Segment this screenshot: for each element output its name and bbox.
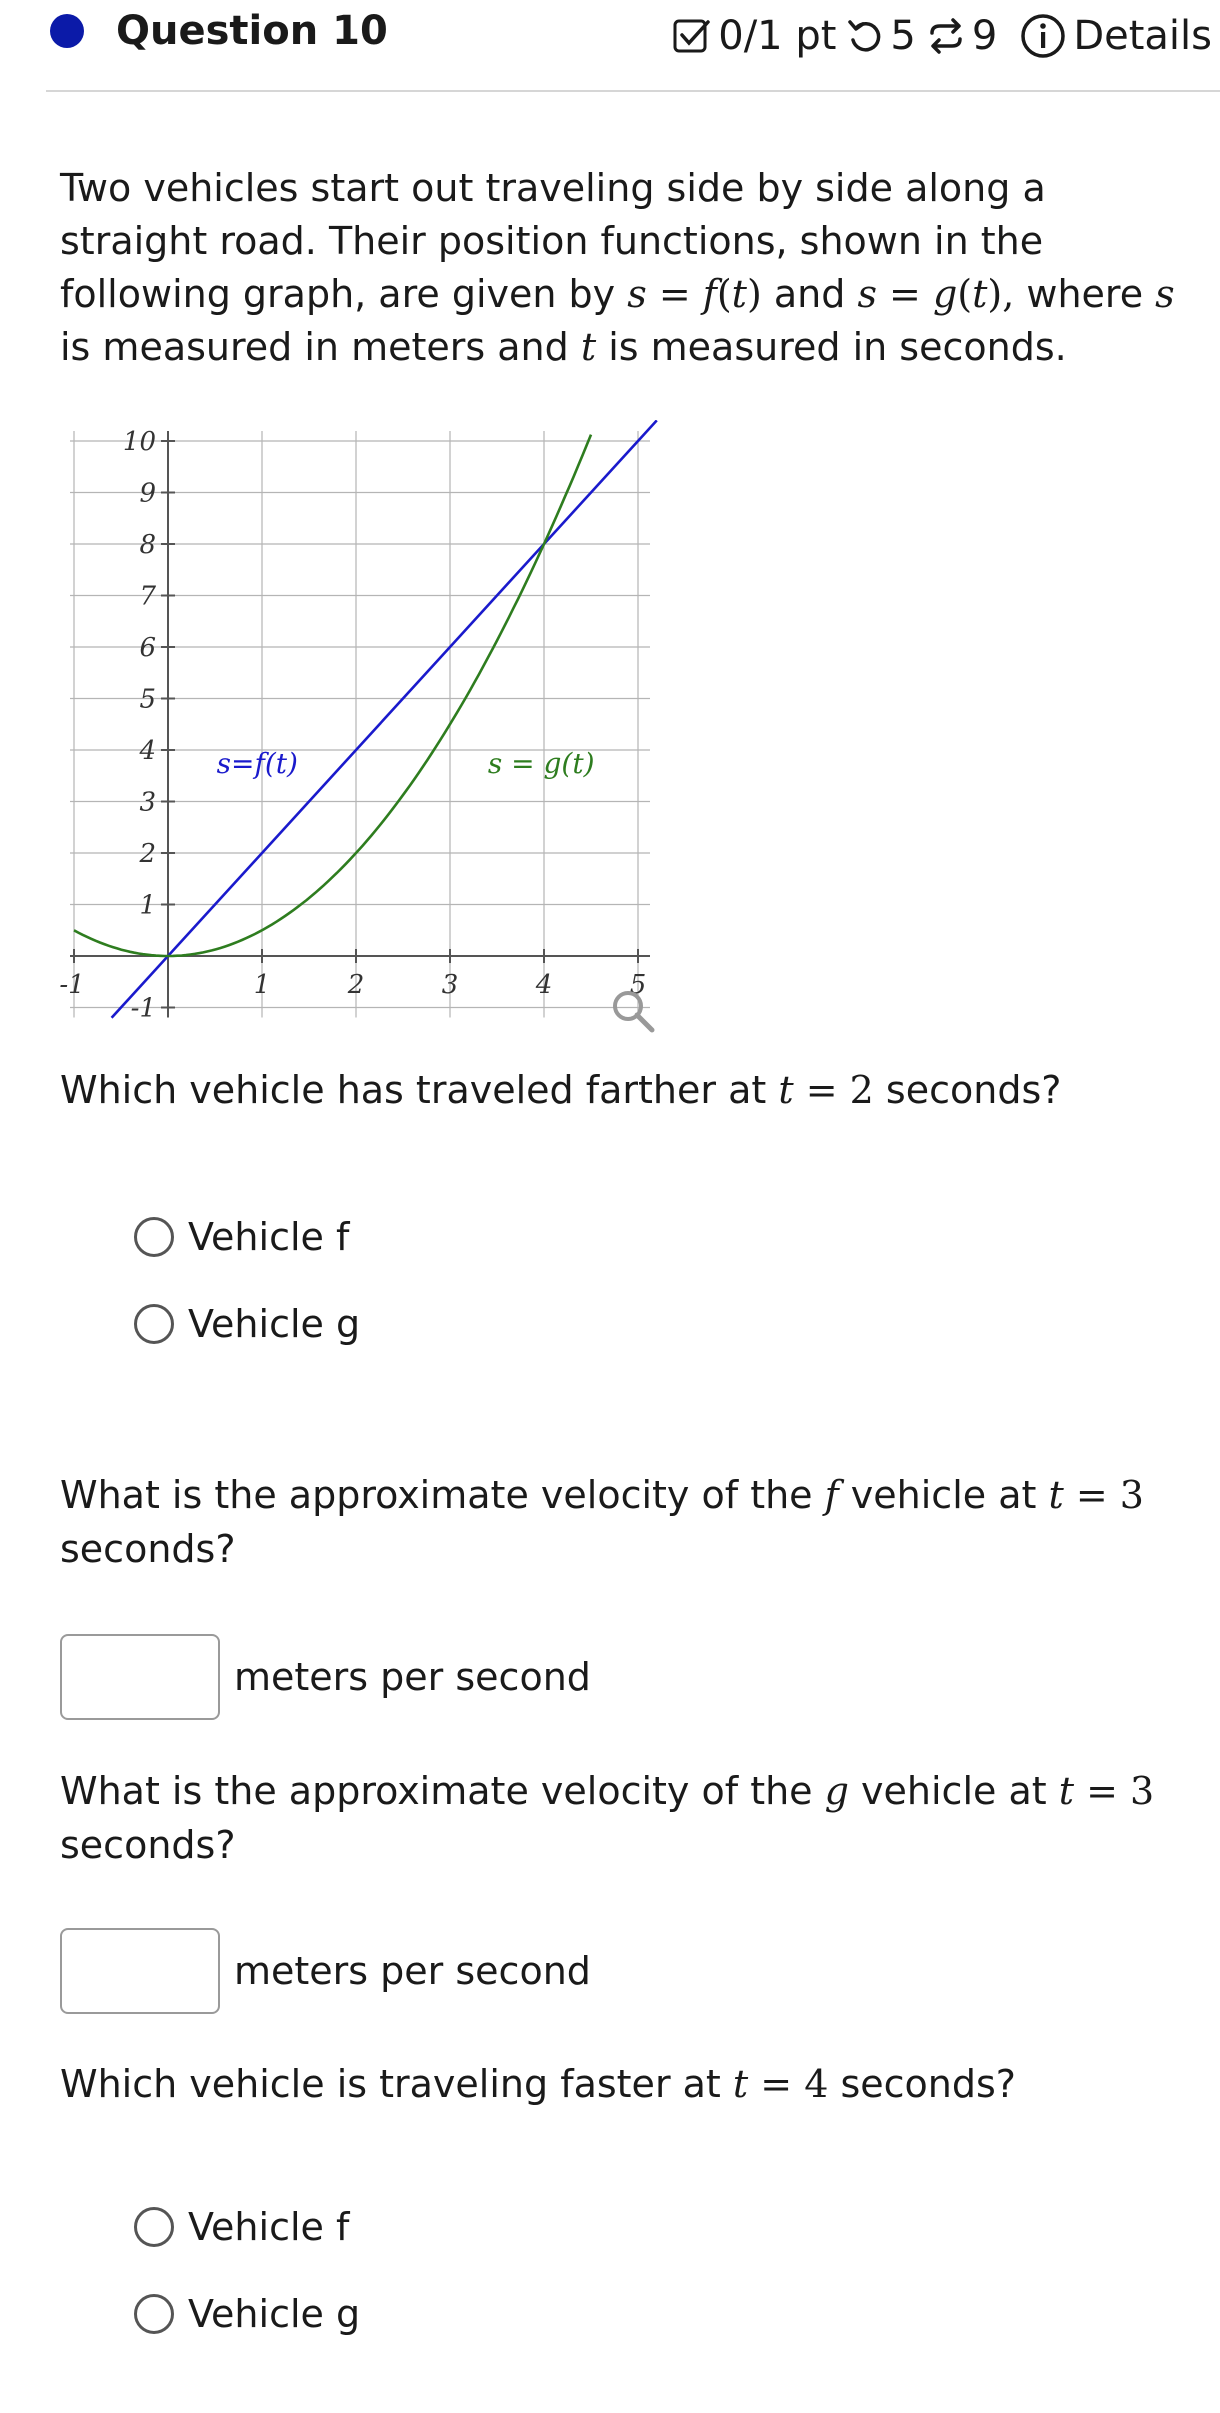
prompt-text: What is the approximate velocity of the: [60, 1473, 825, 1517]
q3-answer: [60, 1928, 591, 2014]
y-tick-label: 1: [139, 890, 156, 921]
math-t: t: [1048, 1473, 1064, 1517]
q1-option-vehicle-g[interactable]: [134, 1302, 360, 1346]
intro-text: where: [1014, 272, 1156, 316]
option-label: Vehicle f: [188, 1215, 350, 1259]
math-number: 2: [849, 1068, 874, 1112]
math-t: t: [731, 272, 747, 316]
question-4-prompt: [60, 2057, 1200, 2111]
prompt-text: Which vehicle is traveling faster at: [60, 2062, 733, 2106]
f-annotation: s=f(t): [216, 747, 298, 781]
retries-indicator: [846, 13, 915, 59]
undo-icon: [846, 16, 884, 56]
f-line: [112, 420, 657, 1017]
question-header: [0, 0, 1220, 92]
f-velocity-input[interactable]: [60, 1634, 220, 1720]
question-title: Question 10: [116, 8, 388, 54]
q4-option-vehicle-f[interactable]: [134, 2205, 349, 2249]
x-tick-label: 1: [253, 970, 271, 1000]
position-graph: [58, 420, 678, 1040]
graph-tick-labels: [59, 427, 646, 1024]
intro-text: is measured in seconds.: [596, 325, 1067, 369]
prompt-text: seconds?: [60, 1527, 236, 1571]
question-meta: [672, 12, 1212, 60]
radio-button[interactable]: [134, 1304, 174, 1344]
prompt-text: seconds?: [60, 1823, 236, 1867]
graph-grid: [70, 431, 650, 1018]
prompt-text: seconds?: [828, 2062, 1016, 2106]
details-label: Details: [1073, 13, 1212, 59]
math-s: s: [1155, 272, 1175, 316]
question-1-prompt: [60, 1063, 1200, 1117]
radio-button[interactable]: [134, 2294, 174, 2334]
graph-series: [74, 420, 657, 1017]
math-paren: (: [957, 272, 973, 316]
prompt-text: What is the approximate velocity of the: [60, 1769, 825, 1813]
y-tick-label: 7: [139, 581, 156, 612]
q2-answer: [60, 1634, 591, 1720]
math-paren: (: [716, 272, 732, 316]
math-paren: ),: [987, 272, 1015, 316]
header-divider: [46, 90, 1220, 92]
math-eq: =: [646, 272, 703, 316]
option-label: Vehicle g: [188, 2292, 361, 2336]
y-tick-label: 2: [139, 839, 156, 869]
prompt-text: vehicle at: [848, 1769, 1059, 1813]
attempts-indicator: [926, 13, 997, 59]
math-paren: ): [746, 272, 762, 316]
radio-button[interactable]: [134, 1217, 174, 1257]
math-t: t: [580, 325, 597, 369]
x-tick-label: 5: [629, 970, 647, 1000]
score-text: 0/1 pt: [718, 13, 837, 59]
q4-option-vehicle-g[interactable]: [134, 2292, 360, 2336]
question-3-prompt: [60, 1764, 1200, 1872]
math-t: t: [778, 1068, 794, 1112]
math-number: 3: [1130, 1769, 1155, 1813]
prompt-text: Which vehicle has traveled farther at: [60, 1068, 779, 1112]
score-indicator: [672, 13, 836, 59]
info-icon: [1019, 12, 1067, 60]
y-tick-label: 4: [139, 736, 156, 766]
math-f: f: [702, 272, 717, 316]
g-annotation: s = g(t): [487, 747, 595, 781]
graph-axes: [70, 431, 650, 1018]
unit-label: meters per second: [234, 1949, 591, 1993]
x-tick-label: 4: [535, 970, 553, 1000]
question-2-prompt: [60, 1468, 1200, 1576]
question-intro: [60, 162, 1200, 374]
math-number: 4: [804, 2062, 829, 2106]
y-tick-label: 5: [139, 684, 156, 715]
math-s: s: [627, 272, 647, 316]
math-eq: =: [793, 1068, 850, 1112]
math-eq: =: [876, 272, 933, 316]
math-f: f: [824, 1473, 839, 1517]
prompt-text: seconds?: [873, 1068, 1062, 1112]
x-tick-label: 2: [347, 970, 365, 1000]
math-s: s: [857, 272, 877, 316]
prompt-text: vehicle at: [838, 1473, 1049, 1517]
g-velocity-input[interactable]: [60, 1928, 220, 2014]
attempts-count: 9: [971, 13, 998, 59]
y-tick-label: 9: [139, 478, 156, 509]
math-eq: =: [1074, 1769, 1131, 1813]
graph-annotations: [217, 747, 595, 780]
y-tick-label: 8: [139, 530, 156, 560]
intro-text: Two vehicles start out traveling side by side along a straight road. Their position functions, shown in the following graph, are given by: [60, 166, 1046, 316]
question-status-dot: [50, 14, 84, 48]
math-t: t: [732, 2062, 749, 2106]
details-button[interactable]: [1019, 12, 1212, 60]
intro-text: and: [761, 272, 858, 316]
math-t: t: [972, 272, 988, 316]
x-tick-label: 3: [441, 970, 459, 1000]
x-tick-label: -1: [59, 970, 85, 1000]
y-tick-label: -1: [130, 993, 156, 1024]
option-label: Vehicle f: [188, 2205, 350, 2249]
math-eq: =: [1063, 1473, 1120, 1517]
y-tick-label: 10: [122, 427, 156, 457]
checkbox-icon: [672, 16, 712, 56]
q1-option-vehicle-f[interactable]: [134, 1215, 349, 1259]
math-g: g: [932, 272, 958, 316]
y-tick-label: 3: [139, 787, 156, 818]
math-g: g: [824, 1769, 849, 1813]
intro-text: is measured in meters and: [60, 325, 581, 369]
retries-count: 5: [890, 13, 916, 59]
unit-label: meters per second: [234, 1655, 591, 1699]
math-number: 3: [1119, 1473, 1144, 1517]
y-tick-label: 6: [139, 633, 156, 663]
math-eq: =: [748, 2062, 805, 2106]
repeat-icon: [926, 16, 966, 56]
option-label: Vehicle g: [188, 1302, 361, 1346]
radio-button[interactable]: [134, 2207, 174, 2247]
math-t: t: [1058, 1769, 1075, 1813]
